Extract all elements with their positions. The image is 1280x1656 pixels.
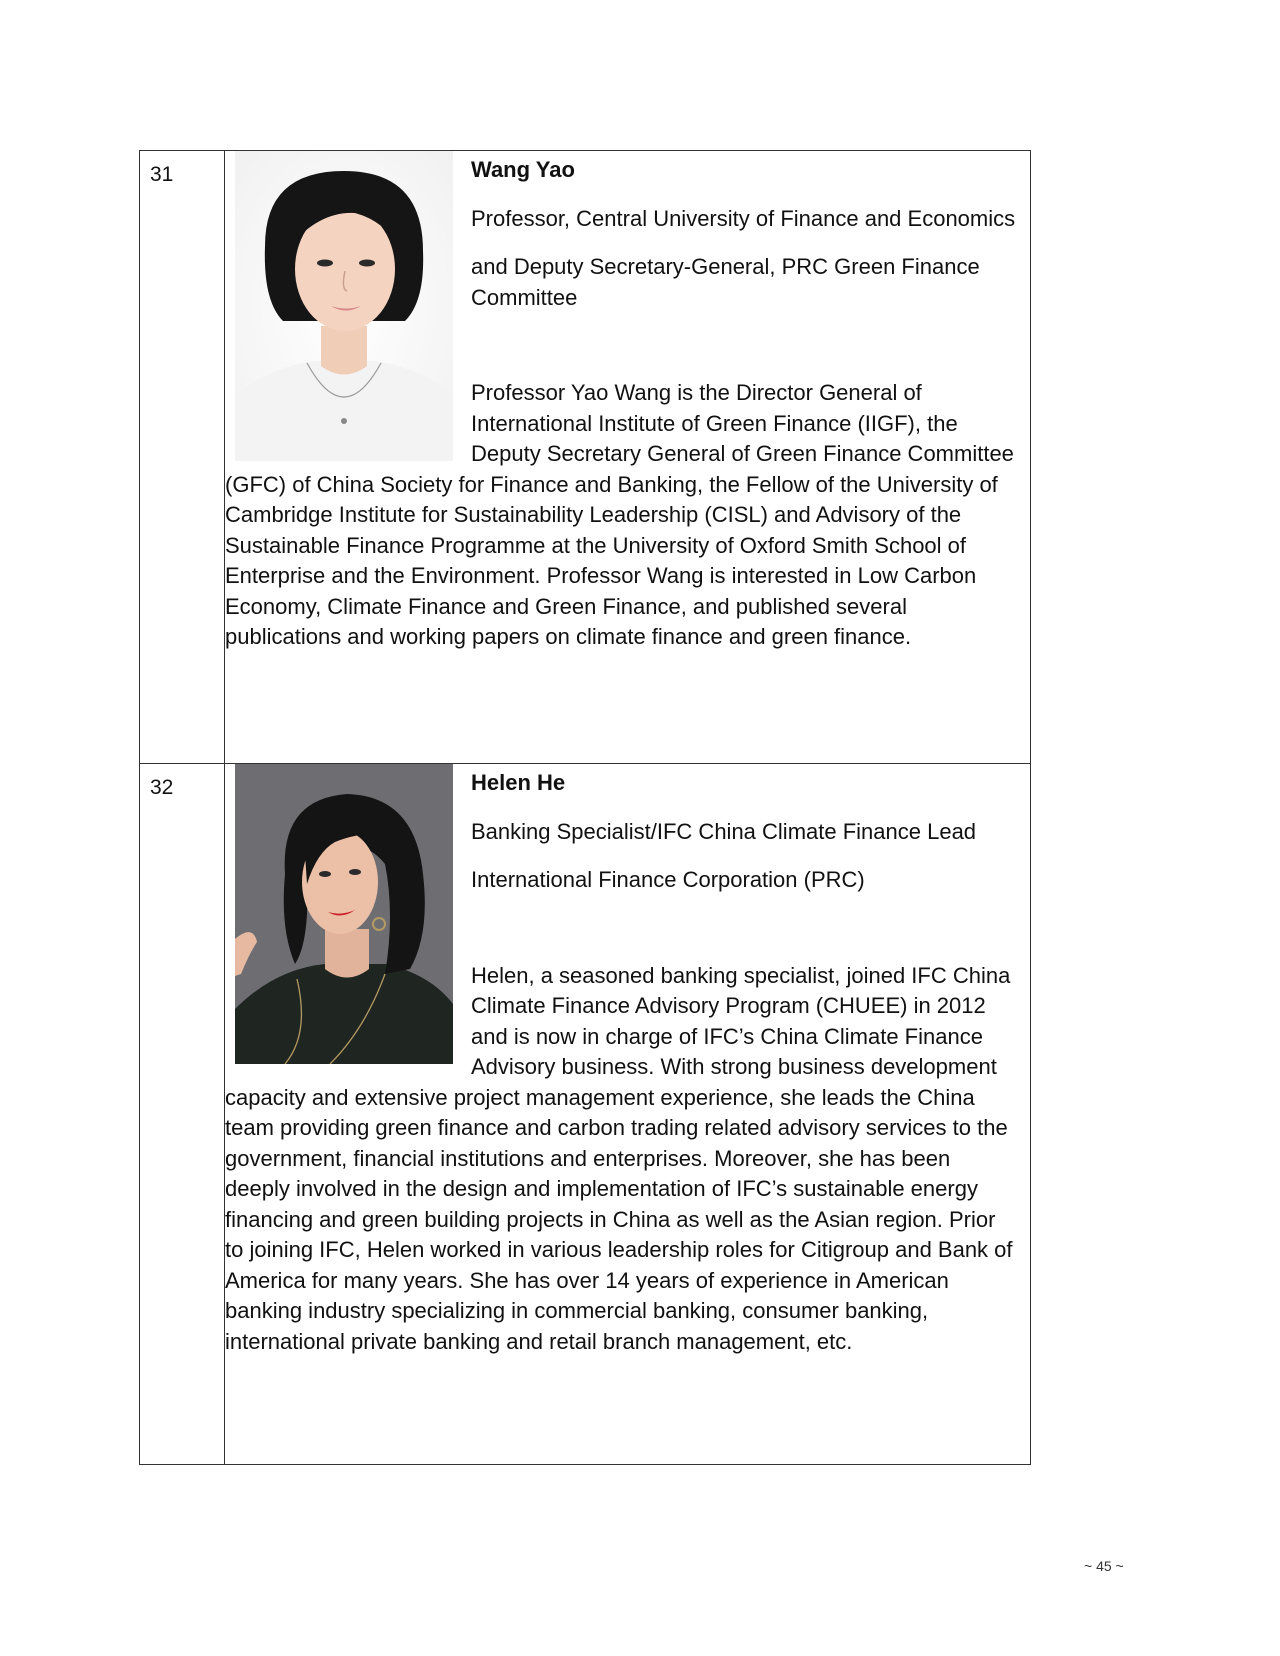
speaker-name: Helen He [471,770,566,795]
speaker-name: Wang Yao [471,157,575,182]
speaker-content [225,151,1030,763]
speaker-photo [235,764,453,1064]
row-number: 31 [140,151,225,763]
speaker-bio: Professor Yao Wang is the Director General of International Institute of Green Finance (IIGF), the Deputy Secretary General of Green Finance Committee (GFC) of China Society for Finance and Banking, the Fellow of the University of Cambridge Institute for Sustainability Leadership (CISL) and Advisory of the Sustainable Finance Programme at the University of Oxford Smith School of Enterprise and the Environment. Professor Wang is interested in Low Carbon Economy, Climate Finance and Green Finance, and published several publications and working papers on climate finance and green finance. [225,380,1014,649]
speaker-row [140,151,1030,763]
speaker-row [140,763,1030,1464]
speaker-photo [235,151,453,461]
speaker-text [225,151,1030,653]
speaker-title: and Deputy Secretary-General, PRC Green Finance Committee [471,254,980,310]
speaker-title: Professor, Central University of Finance and Economics [471,205,1016,231]
speaker-bio: Helen, a seasoned banking specialist, joined IFC China Climate Finance Advisory Program (CHUEE) in 2012 and is now in charge of IFC’s China Climate Finance Advisory business. With strong business development capacity and extensive project management experience, she leads the China team providing green finance and carbon trading related advisory services to the government, financial institutions and enterprises. Moreover, she has been deeply involved in the design and implementation of IFC’s sustainable energy financing and green building projects in China as well as the Asian region. Prior to joining IFC, Helen worked in various leadership roles for Citigroup and Bank of America for many years. She has over 14 years of experience in American banking industry specializing in commercial banking, consumer banking, international private banking and retail branch management, etc. [225,962,1013,1354]
page-number: ~ 45 ~ [1084,1558,1124,1574]
row-number: 32 [140,764,225,1464]
speaker-text [225,764,1030,1357]
speaker-table [139,150,1031,1465]
speaker-title: International Finance Corporation (PRC) [471,867,865,892]
speaker-content [225,764,1030,1464]
speaker-title: Banking Specialist/IFC China Climate Finance Lead [471,818,977,844]
